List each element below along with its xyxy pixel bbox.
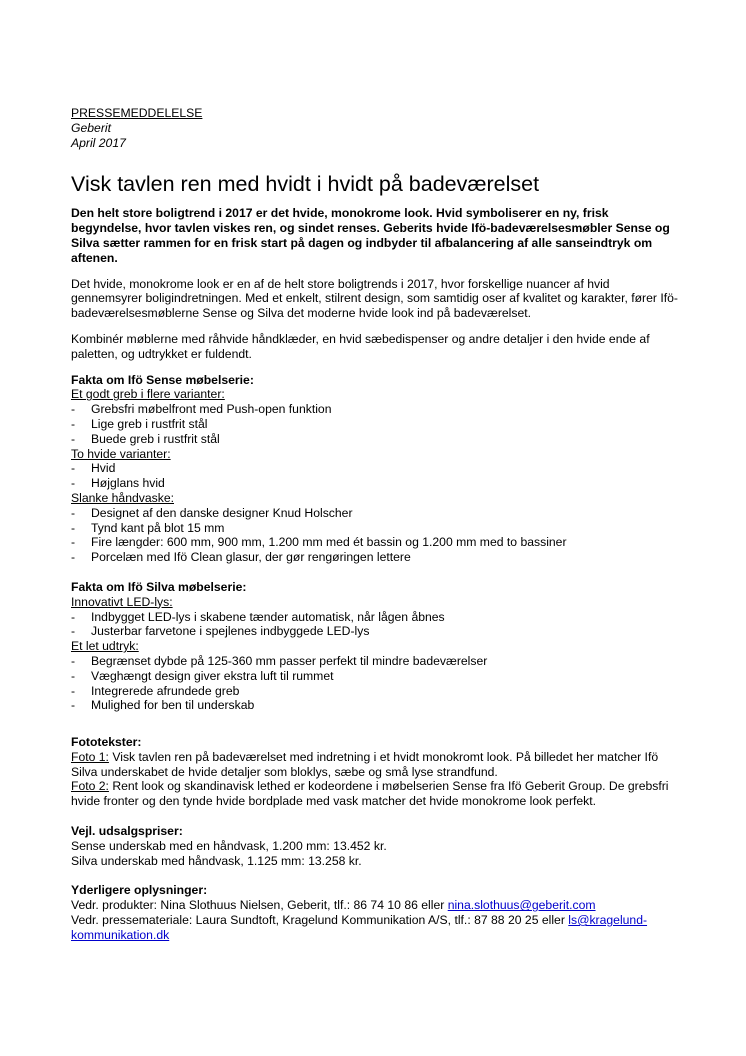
lead-paragraph: Den helt store boligtrend i 2017 er det hvide, monokrome look. Hvid symboliserer en ny, frisk begyndelse, hvor tavlen viskes ren, og sindet renses. Geberits hvide Ifö-badeværelsesmøbler Sense og Silva sætter rammen for en frisk start på dagen og indbyder til afbalancering af alle sanseindtryk om aftenen. [71, 206, 670, 265]
silva-group-title: Innovativt LED-lys: [71, 594, 173, 609]
foto-1-label: Foto 1: [71, 749, 109, 764]
sense-group-list [71, 402, 681, 446]
captions-section [71, 735, 681, 809]
caption-foto-1 [71, 750, 681, 780]
price-line: Sense underskab med en håndvask, 1.200 mm: 13.452 kr. [71, 838, 387, 853]
foto-1-text: Visk tavlen ren på badeværelset med indretning i et hvidt monokromt look. På billedet her matcher Ifö Silva underskabet de hvide detaljer som bloklys, sæbe og små lyse strandfund. [71, 749, 659, 779]
header-block [71, 106, 681, 150]
sense-section [71, 373, 681, 565]
body-paragraph-1: Det hvide, monokrome look er en af de helt store boligtrends i 2017, hvor forskellige nuancer af hvid gennemsyrer boligindretningen. Med et enkelt, stilrent design, som samtidig oser af kvalitet og karakter, fører Ifö-badeværelsesmøblerne Sense og Silva det moderne hvide look ind på badeværelset. [71, 276, 678, 321]
sense-group-list [71, 506, 681, 565]
contact-heading: Yderligere oplysninger: [71, 883, 208, 898]
list-item: - Justerbar farvetone i spejlenes indbyggede LED-lys [71, 624, 681, 639]
sense-group-list [71, 461, 681, 491]
captions-heading: Fototekster: [71, 735, 142, 750]
sense-group-title: To hvide varianter: [71, 446, 171, 461]
list-item: - Begrænset dybde på 125-360 mm passer perfekt til mindre badeværelser [71, 654, 681, 669]
list-item: - Tynd kant på blot 15 mm [71, 521, 681, 536]
silva-group-list [71, 654, 681, 713]
release-date: April 2017 [71, 135, 126, 150]
list-item: - Designet af den danske designer Knud Holscher [71, 506, 681, 521]
list-item: - Hvid [71, 461, 681, 476]
company-name: Geberit [71, 120, 111, 135]
prices-heading: Vejl. udsalgspriser: [71, 824, 183, 839]
press-release [71, 106, 681, 943]
list-item: - Porcelæn med Ifö Clean glasur, der gør rengøringen lettere [71, 550, 681, 565]
email-link-laura[interactable]: ls@kragelund-kommunikation.dk [71, 913, 648, 942]
list-item: - Mulighed for ben til underskab [71, 698, 681, 713]
foto-2-label: Foto 2: [71, 779, 109, 794]
contact-section [71, 883, 681, 942]
body-paragraph-2: Kombinér møblerne med råhvide håndklæder, en hvid sæbedispenser og andre detaljer i den hvide ende af paletten, og udtrykket er fuldendt. [71, 331, 650, 361]
email-link-nina[interactable]: nina.slothuus@geberit.com [447, 898, 596, 913]
caption-foto-2 [71, 779, 681, 809]
sense-group-title: Et godt greb i flere varianter: [71, 387, 225, 402]
foto-2-text: Rent look og skandinavisk lethed er kodeordene i møbelserien Sense fra Ifö Geberit Group. De grebsfri hvide fronter og den tynde hvide bordplade med vask matcher det hvide monokrome look perfekt. [71, 779, 669, 809]
contact-products-text: Vedr. produkter: Nina Slothuus Nielsen, Geberit, tlf.: 86 74 10 86 eller [71, 898, 448, 913]
list-item: - Væghængt design giver ekstra luft til rummet [71, 669, 681, 684]
list-item: - Højglans hvid [71, 476, 681, 491]
list-item: - Buede greb i rustfrit stål [71, 432, 681, 447]
contact-line-press [71, 913, 681, 943]
list-item: - Fire længder: 600 mm, 900 mm, 1.200 mm med ét bassin og 1.200 mm med to bassiner [71, 535, 681, 550]
list-item: - Indbygget LED-lys i skabene tænder automatisk, når lågen åbnes [71, 610, 681, 625]
contact-line-products [71, 898, 681, 913]
sense-heading: Fakta om Ifö Sense møbelserie: [71, 372, 254, 387]
list-item: - Integrerede afrundede greb [71, 684, 681, 699]
press-label: PRESSEMEDDELELSE [71, 106, 203, 120]
sense-group-title: Slanke håndvaske: [71, 490, 174, 505]
price-line: Silva underskab med håndvask, 1.125 mm: 13.258 kr. [71, 853, 362, 868]
contact-press-text: Vedr. pressemateriale: Laura Sundtoft, Kragelund Kommunikation A/S, tlf.: 87 88 20 25 eller [71, 913, 569, 928]
silva-group-title: Et let udtryk: [71, 639, 139, 654]
prices-section [71, 824, 681, 868]
list-item: - Grebsfri møbelfront med Push-open funktion [71, 402, 681, 417]
silva-group-list [71, 610, 681, 640]
silva-heading: Fakta om Ifö Silva møbelserie: [71, 579, 247, 594]
list-item: - Lige greb i rustfrit stål [71, 417, 681, 432]
silva-section [71, 580, 681, 713]
page-title: Visk tavlen ren med hvidt i hvidt på badeværelset [71, 172, 540, 197]
